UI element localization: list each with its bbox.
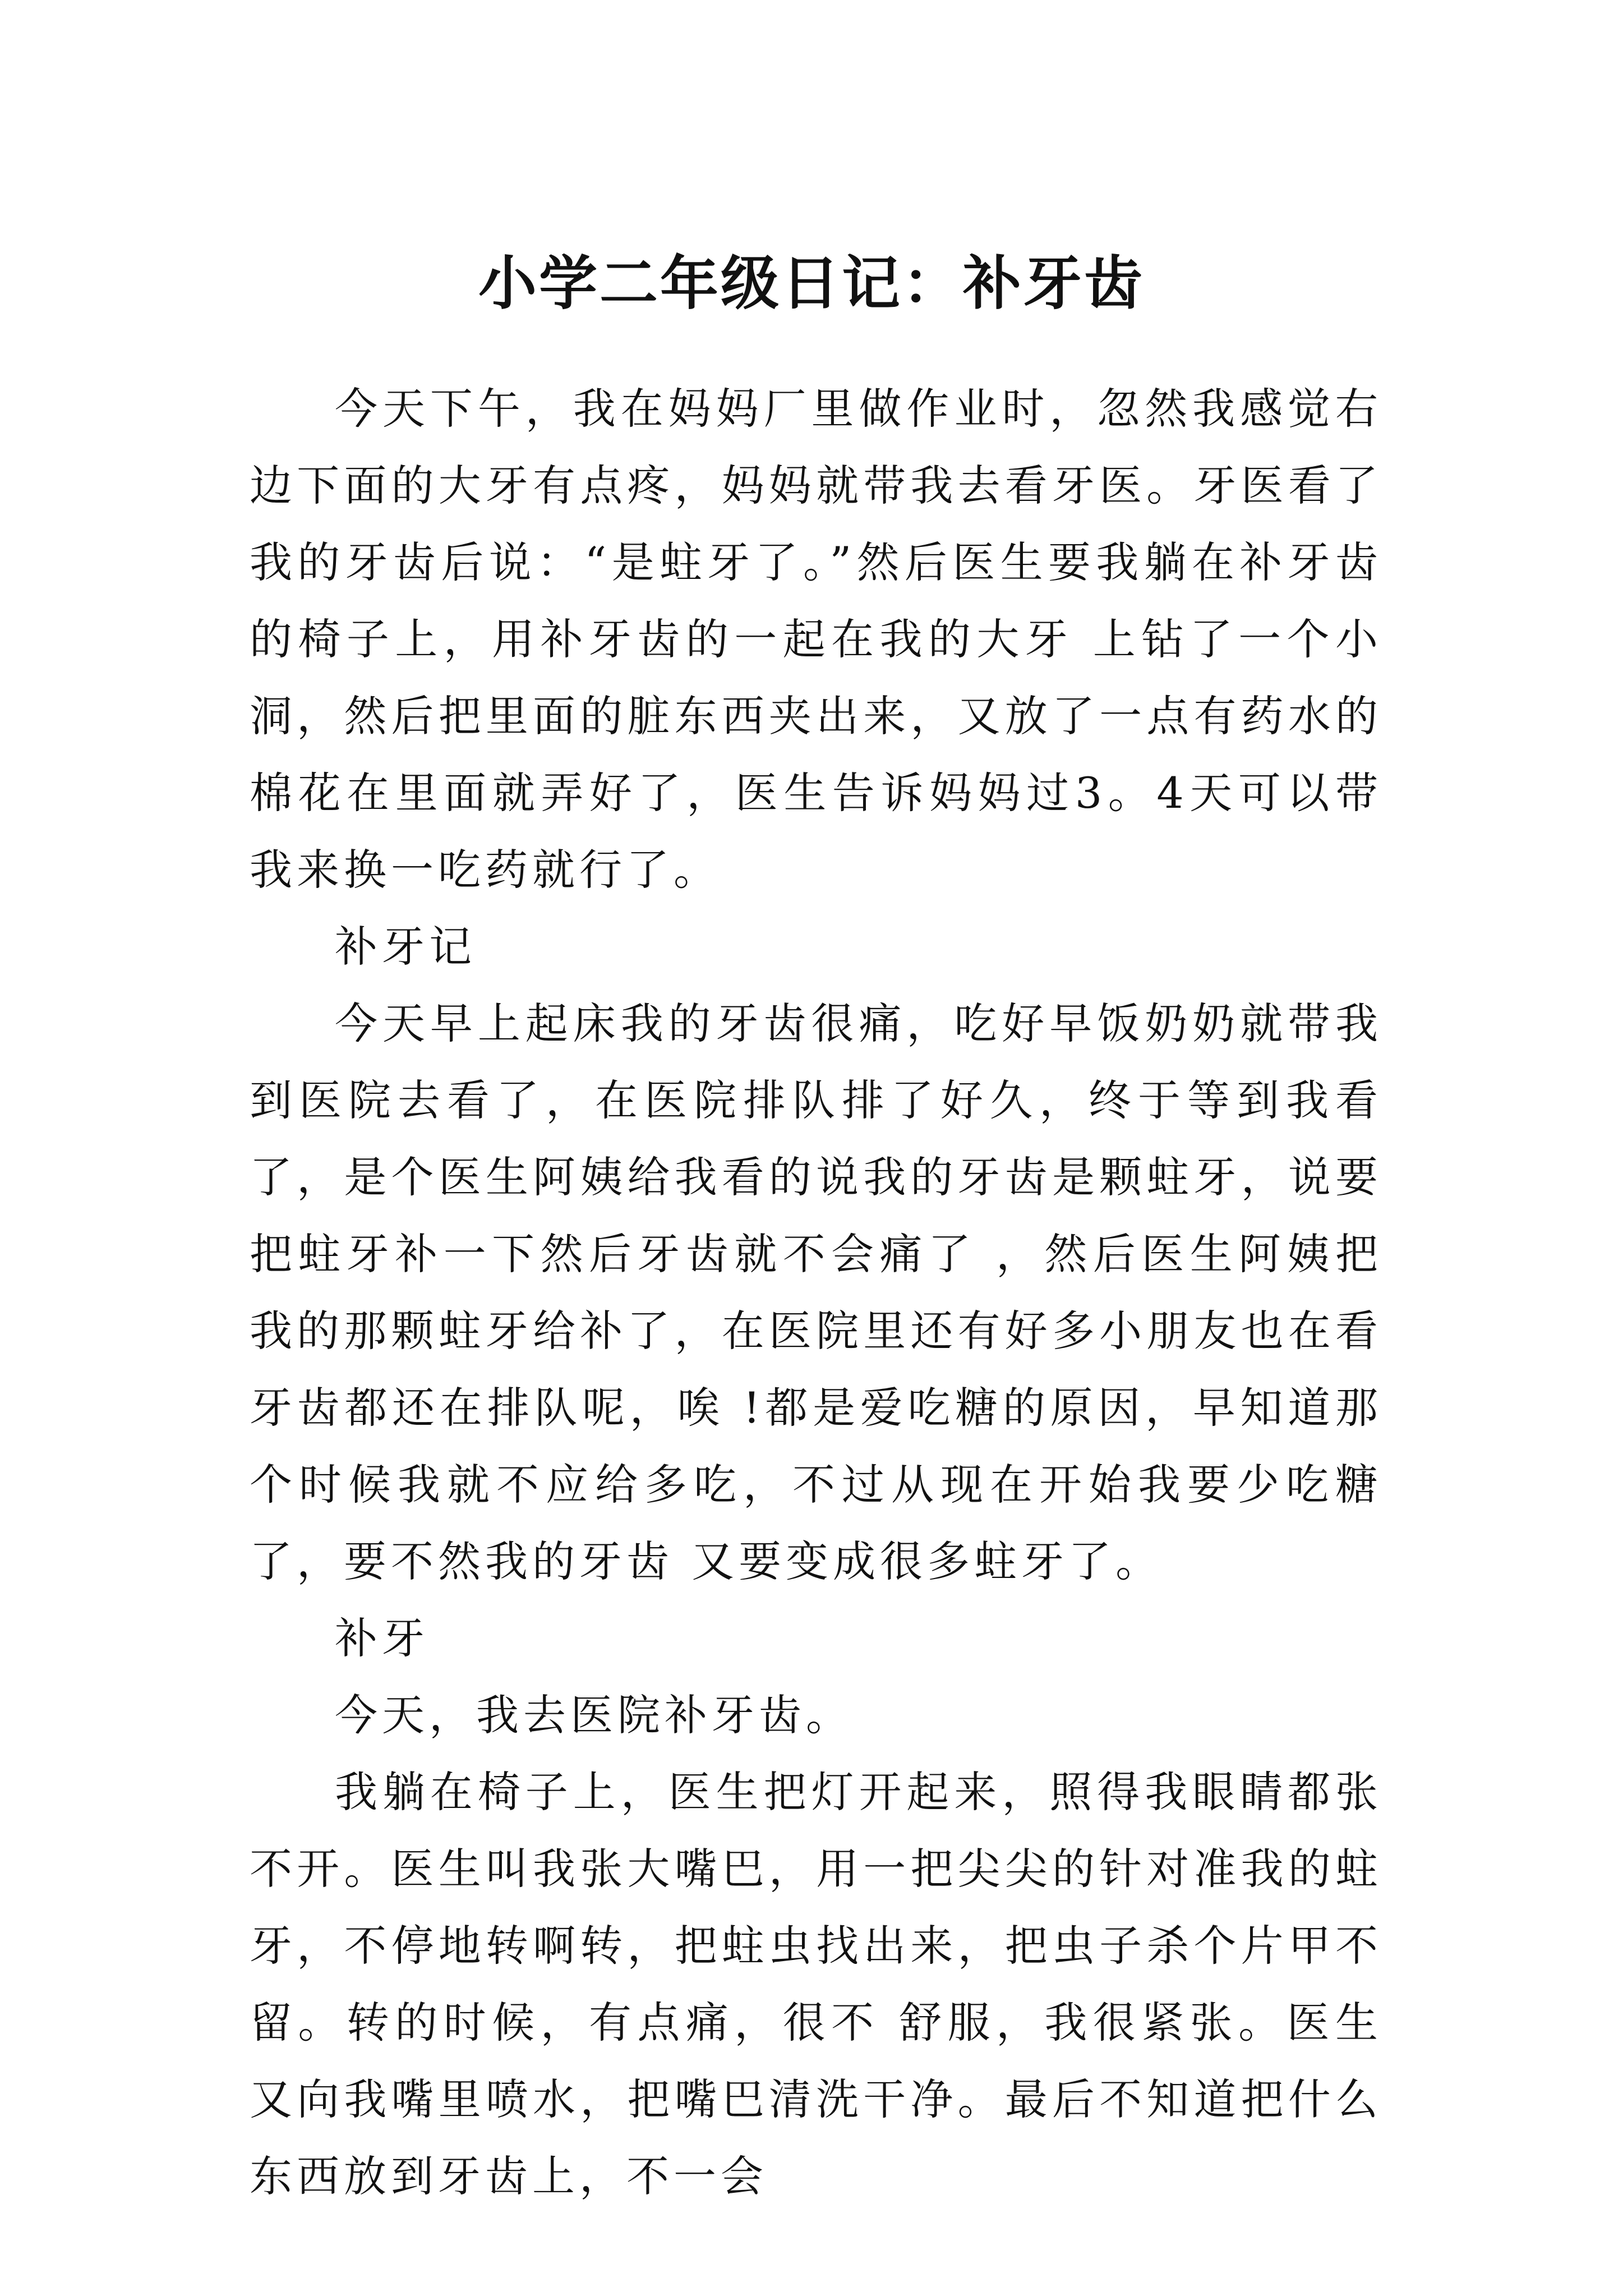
paragraph-4: 我躺在椅子上，医生把灯开起来，照得我眼睛都张不开。医生叫我张大嘴巴，用一把尖尖的针对准我的蛀牙，不停地转啊转，把蛀虫找出来，把虫子杀个片甲不留。转的时候，有点痛，很不 舒服，我很紧张。医生又向我嘴里喷水，把嘴巴清洗干净。最后不知道把什么东西放到牙齿上，不一会 — [250, 1767, 1382, 2201]
paragraph-2: 今天早上起床我的牙齿很痛，吃好早饭奶奶就带我到医院去看了，在医院排队排了好久，终于等到我看了，是个医生阿姨给我看的说我的牙齿是颗蛀牙，说要把蛀牙补一下然后牙齿就不会痛了 ，然后医生阿姨把我的那颗蛀牙给补了，在医院里还有好多小朋友也在看牙齿都还在排队呢，唉 !都是爱吃糖的原因，早知道那个时候我就不应给多吃，不过从现在开始我要少吃糖了，要不然我的牙齿 又要变成很多蛀牙了。 — [250, 999, 1382, 1586]
subheading-bu-ya-ji: 补牙记 — [335, 922, 476, 972]
document-title: 小学二年级日记：补牙齿 — [478, 249, 1145, 318]
paragraph-3: 今天，我去医院补牙齿。 — [335, 1690, 853, 1740]
paragraph-1: 今天下午，我在妈妈厂里做作业时，忽然我感觉右边下面的大牙有点疼，妈妈就带我去看牙医。牙医看了我的牙齿后说：“是蛀牙了。”然后医生要我躺在补牙齿的椅子上，用补牙齿的一起在我的大牙 上钻了一个小洞，然后把里面的脏东西夹出来，又放了一点有药水的棉花在里面就弄好了，医生告诉妈妈过3。4天可以带我来换一吃药就行了。 — [250, 384, 1382, 895]
document-body — [250, 370, 1382, 2215]
subheading-bu-ya: 补牙 — [335, 1613, 429, 1663]
